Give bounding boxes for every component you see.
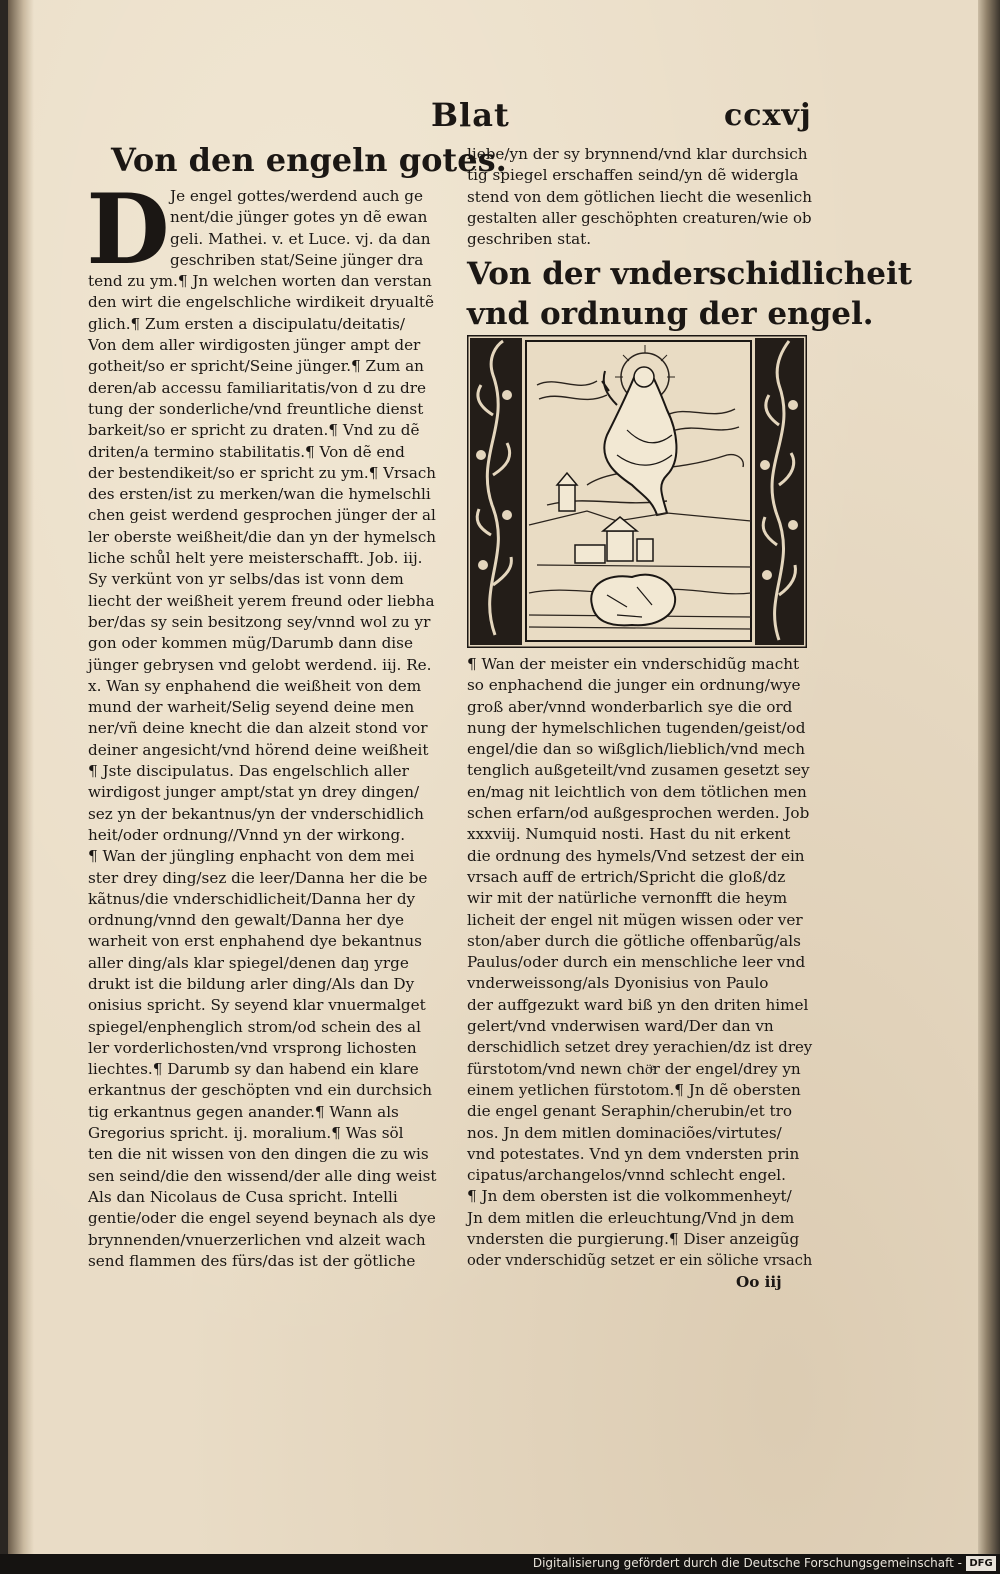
text-line: ¶ Wan der jüngling enphacht von dem mei [88,847,415,866]
text-line: deiner angesicht/vnd hörend deine weißheit [88,740,429,759]
text-line: sen seind/die den wissend/der alle ding weist [88,1166,437,1185]
text-line: nung der hymelschlichen tugenden/geist/od [467,718,806,737]
text-line: wirdigost junger ampt/stat yn drey dingen/ [88,783,420,802]
text-line: vrsach auff de ertrich/Spricht die gloß/dz [467,867,786,886]
decorated-initial: D [86,173,170,286]
text-line: vnderweissong/als Dyonisius von Paulo [467,974,769,993]
running-head-blat: Blat [431,96,510,134]
text-line: Paulus/oder durch ein menschliche leer vnd [467,953,806,972]
text-line: ¶ Wan der meister ein vnderschidũg macht [467,655,800,673]
text-line: xxxviij. Numquid nosti. Hast du nit erkent [467,825,791,844]
text-line: tung der sonderliche/vnd freuntliche dienst [88,399,424,418]
text-line: glich.¶ Zum ersten a discipulatu/deitatis/ [88,314,405,333]
text-line: liebe/yn der sy brynnend/vnd klar durchsich [467,145,808,163]
text-line: einem yetlichen fürstotom.¶ Jn dẽ obersten [467,1080,801,1099]
text-line: nos. Jn dem mitlen dominaciões/virtutes/ [467,1123,782,1142]
right-column-top-text [467,144,818,250]
book-page [8,0,978,1554]
right-column-text [467,654,826,1272]
text-line: sez yn der bekantnus/yn der vnderschidlich [88,804,424,823]
text-line: deren/ab accessu familiaritatis/von d zu dre [88,378,427,397]
text-line: liche schůl helt yere meisterschafft. Job. iij. [88,549,423,568]
text-line: engel/die dan so wißglich/lieblich/vnd mech [467,740,805,759]
text-line: tenglich außgeteilt/vnd zusamen gesetzt sey [467,761,810,780]
text-line: x. Wan sy enphahend die weißheit von dem [88,676,422,695]
heading-line: vnd ordnung der engel. [467,296,874,332]
text-line: barkeit/so er spricht zu draten.¶ Vnd zu dẽ [88,421,420,440]
text-line: tig erkantnus gegen anander.¶ Wann als [88,1102,399,1121]
text-line: drukt ist die bildung arler ding/Als dan Dy [88,974,415,993]
text-line: geschriben stat. [467,230,592,249]
text-line: Von dem aller wirdigosten jünger ampt der [88,336,421,355]
text-line: onisius spricht. Sy seyend klar vnuermalget [88,996,426,1015]
text-line: groß aber/vnnd wonderbarlich sye die ord [467,697,793,716]
text-line: ¶ Jste discipulatus. Das engelschlich aller [88,762,409,781]
text-line: spiegel/enphenglich strom/od schein des al [88,1017,421,1036]
text-line: Je engel gottes/werdend auch ge [170,187,423,205]
text-line: ¶ Jn dem obersten ist die volkommenheyt/ [467,1187,792,1206]
text-line: ler vorderlichosten/vnd vrsprong lichosten [88,1038,417,1057]
text-line: gestalten aller geschöphten creaturen/wie ob [467,208,812,227]
text-line: mund der warheit/Selig seyend deine men [88,698,415,717]
text-line: geli. Mathei. v. et Luce. vj. da dan [170,229,431,248]
text-line: Als dan Nicolaus de Cusa spricht. Intelli [88,1187,398,1206]
text-line: warheit von erst enphahend dye bekantnus [88,932,422,951]
text-line: der auffgezukt ward biß yn den driten himel [467,995,809,1014]
text-line: Sy verkünt von yr selbs/das ist vonn dem [88,570,404,589]
text-line: oder vnderschidũg setzet er ein söliche vrsach [467,1251,813,1270]
page-edge [978,0,1000,1554]
text-line: ordnung/vnnd den gewalt/Danna her dye [88,911,404,930]
text-line: den wirt die engelschliche wirdikeit dryualtẽ [88,293,435,312]
woodcut-illustration [467,335,807,648]
text-line: ten die nit wissen von den dingen die zu wis [88,1145,429,1164]
text-line: des ersten/ist zu merken/wan die hymelschli [88,485,431,504]
text-line: wir mit der natürliche vernonfft die heym [467,889,788,908]
left-column-text [86,173,439,1272]
text-line: gotheit/so er spricht/Seine jünger.¶ Zum an [88,357,424,376]
footer-bar [0,1554,1000,1574]
text-line: aller ding/als klar spiegel/denen daŋ yrge [88,953,409,972]
text-line: der bestendikeit/so er spricht zu ym.¶ Vrsach [88,463,436,482]
text-line: schen erfarn/od außgesprochen werden. Job [467,804,810,823]
text-line: licheit der engel nit mügen wissen oder ver [467,910,803,929]
text-line: Jn dem mitlen die erleuchtung/Vnd jn dem [467,1208,795,1227]
text-line: derschidlich setzet drey yerachien/dz ist drey [467,1038,813,1057]
text-line: chen geist werdend gesprochen jünger der al [88,506,436,525]
text-line: driten/a termino stabilitatis.¶ Von dẽ end [88,442,405,461]
digitization-credit: Digitalisierung gefördert durch die Deutsche Forschungsgemeinschaft - [532,1556,962,1570]
text-line: nent/die jünger gotes yn dẽ ewan [170,208,428,227]
page-gutter [8,0,34,1554]
dfg-logo: DFG [966,1556,996,1571]
text-line: tig spiegel erschaffen seind/yn dẽ widergla [467,166,799,185]
text-line: tend zu ym.¶ Jn welchen worten dan verstan [88,272,432,291]
text-line: en/mag nit leichtlich von dem tötlichen men [467,782,807,801]
text-line: jünger gebrysen vnd gelobt werdend. iij. Re. [88,655,432,674]
chapter-heading-right [467,254,912,334]
text-line: die engel genant Seraphin/cherubin/et tro [467,1102,793,1121]
text-line: gelert/vnd vnderwisen ward/Der dan vn [467,1017,774,1036]
text-line: erkantnus der geschöpten vnd ein durchsich [88,1081,433,1100]
text-line: ber/das sy sein besitzong sey/vnnd wol zu yr [88,612,431,631]
heading-line: Von der vnderschidlicheit [467,256,913,292]
text-line: geschriben stat/Seine jünger dra [170,250,424,269]
text-line: so enphachend die junger ein ordnung/wye [467,676,801,695]
text-line: ston/aber durch die götliche offenbarũg/als [467,931,801,950]
text-line: ner/vñ deine knecht die dan alzeit stond vor [88,719,428,738]
text-line: cipatus/archangelos/vnnd schlecht engel. [467,1166,786,1185]
text-line: fürstotom/vnd newn chöͤr der engel/drey yn [467,1059,801,1078]
text-line: kãtnus/die vnderschidlicheit/Danna her dy [88,889,416,908]
signature-mark: Oo iij [736,1273,782,1291]
text-line: gentie/oder die engel seyend beynach als dye [88,1209,436,1228]
chapter-heading-left: Von den engeln gotes. [111,141,507,179]
text-line: die ordnung des hymels/Vnd setzest der ein [467,846,805,865]
text-line: vnd potestates. Vnd yn dem vndersten prin [467,1144,800,1163]
text-line: vndersten die purgierung.¶ Diser anzeigũg [467,1230,800,1249]
text-line: liechtes.¶ Darumb sy dan habend ein klare [88,1060,419,1079]
text-line: ster drey ding/sez die leer/Danna her die be [88,868,428,887]
folio-number: ccxvj [724,98,812,133]
text-line: Gregorius spricht. ij. moralium.¶ Was söl [88,1124,404,1143]
text-line: liecht der weißheit yerem freund oder liebha [88,591,435,610]
text-line: heit/oder ordnung//Vnnd yn der wirkong. [88,825,406,844]
text-line: gon oder kommen müg/Darumb dann dise [88,634,413,653]
text-line: send flammen des fürs/das ist der götliche [88,1251,416,1270]
text-line: ler oberste weißheit/die dan yn der hymelsch [88,527,437,546]
text-line: brynnenden/vnuerzerlichen vnd alzeit wach [88,1230,426,1249]
text-line: stend von dem götlichen liecht die wesenlich [467,187,812,206]
